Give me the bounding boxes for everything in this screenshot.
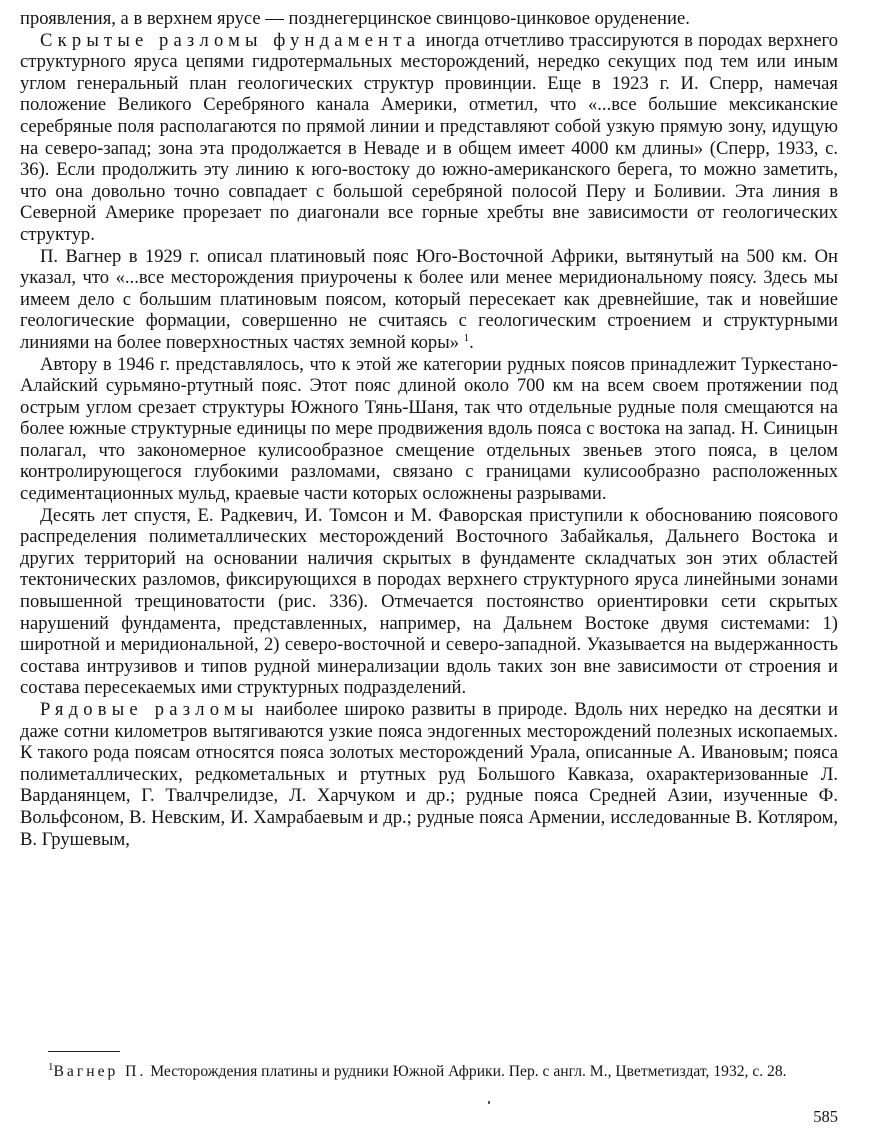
paragraph-continuation bbox=[20, 8, 838, 30]
paragraph-text: наиболее широко развиты в природе. Вдоль них нередко на десятки и даже сотни километров вытягиваются узкие пояса эндогенных месторождений полезных ископаемых. К такого рода поясам относятся пояса золотых месторождений Урала, описанные А. Ивановым; пояса полиметаллических, редкометальных и ртутных руд Большого Кавказа, охарактеризованные Л. Варданянцем, Г. Твалчрелидзе, Л. Харчуком и др.; рудные пояса Средней Азии, изученные Ф. Вольфсоном, В. Невским, И. Хамрабаевым и др.; рудные пояса Армении, исследованные В. Котляром, В. Грушевым, bbox=[20, 699, 838, 850]
footnote-text: Месторождения платины и рудники Южной Африки. Пер. с англ. М., Цветметиздат, 1932, с. 28. bbox=[146, 1063, 787, 1080]
page-body bbox=[20, 8, 838, 850]
paragraph-text: П. Вагнер в 1929 г. описал платиновый пояс Юго-Восточной Африки, вытянутый на 500 км. Он указал, что «...все месторождения приурочены к более или менее меридиональному поясу. Здесь мы имеем дело с большим платиновым поясом, который пересекает как древнейшие, так и новейшие геологические формации, совершенно не считаясь с геологическим строением и структурными линиями на более поверхностных частях земной коры» bbox=[20, 245, 838, 353]
paragraph-tail: . bbox=[469, 331, 474, 353]
paragraph-polymetallic-belts bbox=[20, 505, 838, 699]
footnote-reference: 1 bbox=[463, 331, 470, 344]
footnote-marker: 1 bbox=[48, 1060, 54, 1073]
footnote bbox=[48, 1062, 838, 1081]
paragraph-text: Автору в 1946 г. представлялось, что к этой же категории рудных поясов принадлежит Туркестано-Алайский сурьмяно-ртутный пояс. Этот пояс длиной около 700 км на всем своем протяжении под острым углом срезает структуры Южного Тянь-Шаня, так что отдельные рудные поля смещаются на более южные структурные единицы по мере продвижения вдоль пояса с востока на запад. Н. Синицын полагал, что закономерное кулисообразное смещение отдельных звеньев этого пояса, в целом контролирующегося глубокими разломами, связано с границами кулисообразно расположенных седиментационных мульд, краевые части которых осложнены разрывами. bbox=[20, 353, 838, 505]
paragraph-ordinary-faults bbox=[20, 699, 838, 850]
spaced-heading-ordinary-faults: Рядовые разломы bbox=[40, 699, 259, 720]
paragraph-text: Десять лет спустя, Е. Радкевич, И. Томсон и М. Фаворская приступили к обоснованию поясового распределения полиметаллических месторождений Восточного Забайкалья, Дальнего Востока и других территорий на основании наличия скрытых в фундаменте складчатых зон этих областей тектонических разломов, фиксирующихся в породах верхнего структурного яруса линейными зонами повышенной трещиноватости (рис. 336). Отмечается постоянство ориентировки сети скрытых нарушений фундамента, представленных, например, на Дальнем Востоке двумя системами: 1) широтной и меридиональной, 2) северо-восточной и северо-западной. Указывается на выдержанность состава интрузивов и типов рудной минерализации вдоль таких зон вне зависимости от строения и состава пересекаемых ими структурных подразделений. bbox=[20, 504, 838, 699]
footnote-author: Вагнер П. bbox=[53, 1063, 147, 1080]
paragraph-text: иногда отчетливо трассируются в породах верхнего структурного яруса цепями гидротермальных месторождений, нередко секущих под тем или иным углом генеральный план геологических структур провинции. Еще в 1923 г. И. Сперр, намечая положение Великого Серебряного канала Америки, отметил, что «...все большие мексиканские серебряные поля располагаются по прямой линии и представляют собой узкую прямую зону, идущую на северо-запад; зона эта продолжается в Неваде и в общем имеет 4000 км длины» (Сперр, 1933, с. 36). Если продолжить эту линию к юго-востоку до южно-американского берега, то можно заметить, что она довольно точно совпадает с большой серебряной полосой Перу и Боливии. Эта линия в Северной Америке прорезает по диагонали все горные хребты вне зависимости от геологических структур. bbox=[20, 29, 838, 245]
paragraph-text: проявления, а в верхнем ярусе — позднегерцинское свинцово-цинковое оруденение. bbox=[20, 8, 690, 29]
page-number: 585 bbox=[813, 1107, 838, 1126]
paragraph-turkestan-belt bbox=[20, 354, 838, 505]
spaced-heading-hidden-faults: Скрытые разломы фундамента bbox=[40, 29, 421, 51]
paragraph-hidden-faults bbox=[20, 30, 838, 246]
paragraph-wagner bbox=[20, 246, 838, 354]
footnote-divider bbox=[48, 1051, 120, 1052]
print-speck bbox=[488, 1101, 490, 1104]
